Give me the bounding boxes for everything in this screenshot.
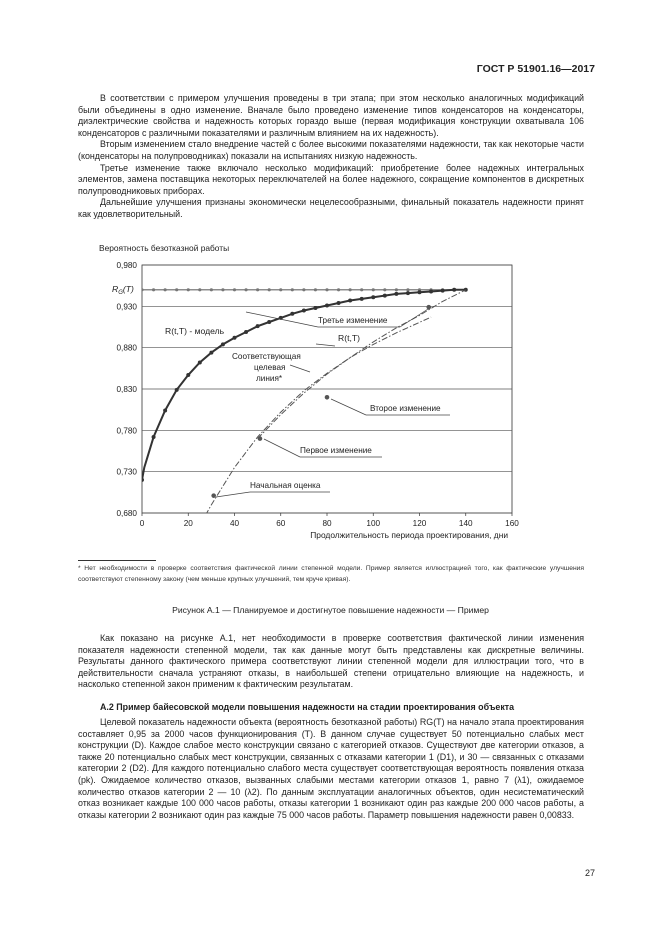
model-point <box>152 435 156 439</box>
y-ticks <box>117 261 138 518</box>
rg-point <box>175 288 178 291</box>
x-tick-label: 160 <box>505 519 519 528</box>
rg-point <box>198 288 201 291</box>
model-point <box>290 312 294 316</box>
third-change-label: Третье изменение <box>318 316 388 325</box>
rg-point <box>383 288 386 291</box>
target-pointer <box>290 365 310 372</box>
footnote-divider <box>78 560 156 561</box>
milestone-point <box>258 436 263 441</box>
x-tick-label: 80 <box>322 519 332 528</box>
y-axis-label: Вероятность безотказной работы <box>99 243 230 253</box>
page-number: 27 <box>584 868 595 878</box>
x-ticks <box>140 513 520 528</box>
rg-point <box>372 288 375 291</box>
x-tick-label: 0 <box>139 519 145 528</box>
rtt-pointer <box>316 344 335 346</box>
rg-point <box>268 288 271 291</box>
model-point <box>360 297 364 301</box>
rg-point <box>152 288 155 291</box>
document-code: ГОСТ Р 51901.16—2017 <box>476 63 595 75</box>
rg-point <box>314 288 317 291</box>
first-change-label: Первое изменение <box>300 446 372 455</box>
model-point <box>209 351 213 355</box>
rg-point <box>360 288 363 291</box>
body-paragraph: Как показано на рисунке А.1, нет необходимости в проверке соответствия фактической линии изменения показателя надежности степенной модели, так как данные могут быть представлены как дискретные величины. Результаты данного фактического примера соответствуют линии степенной модели для иллюстрации того, что в действительности сначала устраняют отказы, в наибольшей степени отрицательно влияющие на надежность, и насколько степенной закон применим к фактическим результатам. <box>78 633 584 690</box>
rtt-label: R(t,T) <box>338 333 360 343</box>
milestone-point <box>211 493 216 498</box>
section-title: А.2 Пример байесовской модели повышения надежности на стадии проектирования объекта <box>100 702 515 712</box>
model-point <box>221 342 225 346</box>
rg-point <box>244 288 247 291</box>
rg-label: $R_G(T)$ <box>112 284 134 296</box>
rg-point <box>140 288 143 291</box>
x-tick-label: 20 <box>183 519 193 528</box>
rg-point <box>164 288 167 291</box>
section-paragraph: Целевой показатель надежности объекта (вероятность безотказной работы) RG(T) на начало этапа проектирования составляет 0,95 за 2000 часов функционирования (T). В данном случае существует 50 потенциально слабых мест конструкции (D). Каждое слабое место конструкции связано с категорией отказов. Существуют две категории отказов, а также 20 потенциально слабых мест конструкции, связанных с отказами категории 1 (D1), и 30 — связанных с отказами категории 2 (D2). Для каждого потенциально слабого места существует соответствующая вероятность появления отказа (pk). Ожидаемое количество отказов, вызванных слабыми местами категории отказов 1, равно 7 (λ1), ожидаемое количество отказов категории 2 — 10 (λ2). По данным эксплуатации аналогичных объектов, один несистематический отказ возникает каждые 100 000 часов работы, отказы категории 1 возникают один раз каждые 200 000 часов работы, а отказы категории 2 возникают один раз каждые 75 000 часов работы. Параметр повышения надежности равен 0,00833. <box>78 717 584 820</box>
rg-point <box>210 288 213 291</box>
y-tick-label: 0,730 <box>116 467 137 477</box>
y-tick-label: 0,930 <box>116 302 137 312</box>
model-point <box>418 290 422 294</box>
rg-point <box>406 288 409 291</box>
milestone-point <box>325 395 330 400</box>
model-point <box>313 306 317 310</box>
x-axis-label: Продолжительность периода проектирования, дни <box>310 530 508 540</box>
body-text <box>78 633 584 691</box>
intro-paragraph: Вторым изменением стало внедрение частей с более высокими показателями надежности, так как некоторые части (конденсаторы на полупроводниках) показали на испытаниях низкую надежность. <box>78 139 584 161</box>
model-point <box>337 301 341 305</box>
target-label-2: целевая <box>254 363 286 372</box>
x-tick-label: 40 <box>229 519 240 528</box>
x-tick-label: 100 <box>366 519 381 528</box>
x-tick-label: 60 <box>276 519 286 528</box>
x-tick-label: 140 <box>458 519 473 528</box>
first-pointer <box>264 439 300 457</box>
rg-point <box>279 288 282 291</box>
y-tick-label: 0,680 <box>116 509 137 518</box>
model-point <box>452 288 456 292</box>
target-label-1: Соответствующая <box>232 352 301 361</box>
model-point <box>186 373 190 377</box>
model-point <box>256 324 260 328</box>
rg-point <box>349 288 352 291</box>
model-point <box>233 336 237 340</box>
model-point <box>175 388 179 392</box>
initial-estimate-label: Начальная оценка <box>250 481 321 490</box>
model-point <box>140 478 144 482</box>
rg-point <box>325 288 328 291</box>
y-tick-label: 0,980 <box>116 261 137 270</box>
rg-point <box>187 288 190 291</box>
second-pointer <box>331 399 366 415</box>
model-point <box>371 295 375 299</box>
y-tick-label: 0,830 <box>116 385 137 394</box>
section-text <box>78 717 584 821</box>
model-point <box>348 299 352 303</box>
intro-paragraph: Третье изменение также включало несколько модификаций: приобретение более надежных интегральных элементов, замена поставщика некоторых переключателей на более надежного, сокращение компонентов в дискретных полупроводниковых приборах. <box>78 162 584 196</box>
rg-point <box>337 288 340 291</box>
second-change-label: Второе изменение <box>370 404 441 413</box>
rg-point <box>221 288 224 291</box>
model-point <box>441 289 445 293</box>
grid <box>142 265 512 513</box>
intro-paragraph: Дальнейшие улучшения признаны экономически нецелесообразными, финальный показатель надежности принят как удовлетворительный. <box>78 197 584 219</box>
model-point <box>325 304 329 308</box>
initial-pointer <box>216 492 250 497</box>
model-point <box>406 291 410 295</box>
footnote: * Нет необходимости в проверке соответствия фактической линии степенной модели. Пример является иллюстрацией того, как фактические улучшения соответствуют степенному закону (чем меньше крупных улучшений, тем круче кривая). <box>78 565 584 583</box>
model-label: R(t,T) - модель <box>165 326 225 336</box>
y-tick-label: 0,880 <box>116 343 137 353</box>
model-point <box>302 308 306 312</box>
model-point <box>163 408 167 412</box>
model-point <box>244 330 248 334</box>
model-point <box>383 294 387 298</box>
dash-dot-curve <box>258 290 466 439</box>
target-label-3: линия* <box>256 374 283 383</box>
rg-point <box>256 288 259 291</box>
rg-point <box>291 288 294 291</box>
rg-point <box>395 288 398 291</box>
x-tick-label: 120 <box>412 519 427 528</box>
model-point <box>429 289 433 293</box>
rg-point <box>233 288 236 291</box>
intro-paragraph: В соответствии с примером улучшения проведены в три этапа; при этом несколько аналогичных модификаций были объединены в одно изменение. Вначале было проведено изменение типов конденсаторов на конденсаторы, диэлектрические свойства и надежность которых гораздо выше (первая модификация конструкции охватывала 106 конденсаторов с различными показателями и различным влиянием на их надежность). <box>78 93 584 138</box>
y-tick-label: 0,780 <box>116 426 137 436</box>
rg-point <box>302 288 305 291</box>
model-point <box>198 361 202 365</box>
model-point <box>267 320 271 324</box>
model-point <box>394 292 398 296</box>
figure-caption: Рисунок А.1 — Планируемое и достигнутое повышение надежности — Пример <box>172 605 489 615</box>
milestone-point <box>426 305 431 310</box>
